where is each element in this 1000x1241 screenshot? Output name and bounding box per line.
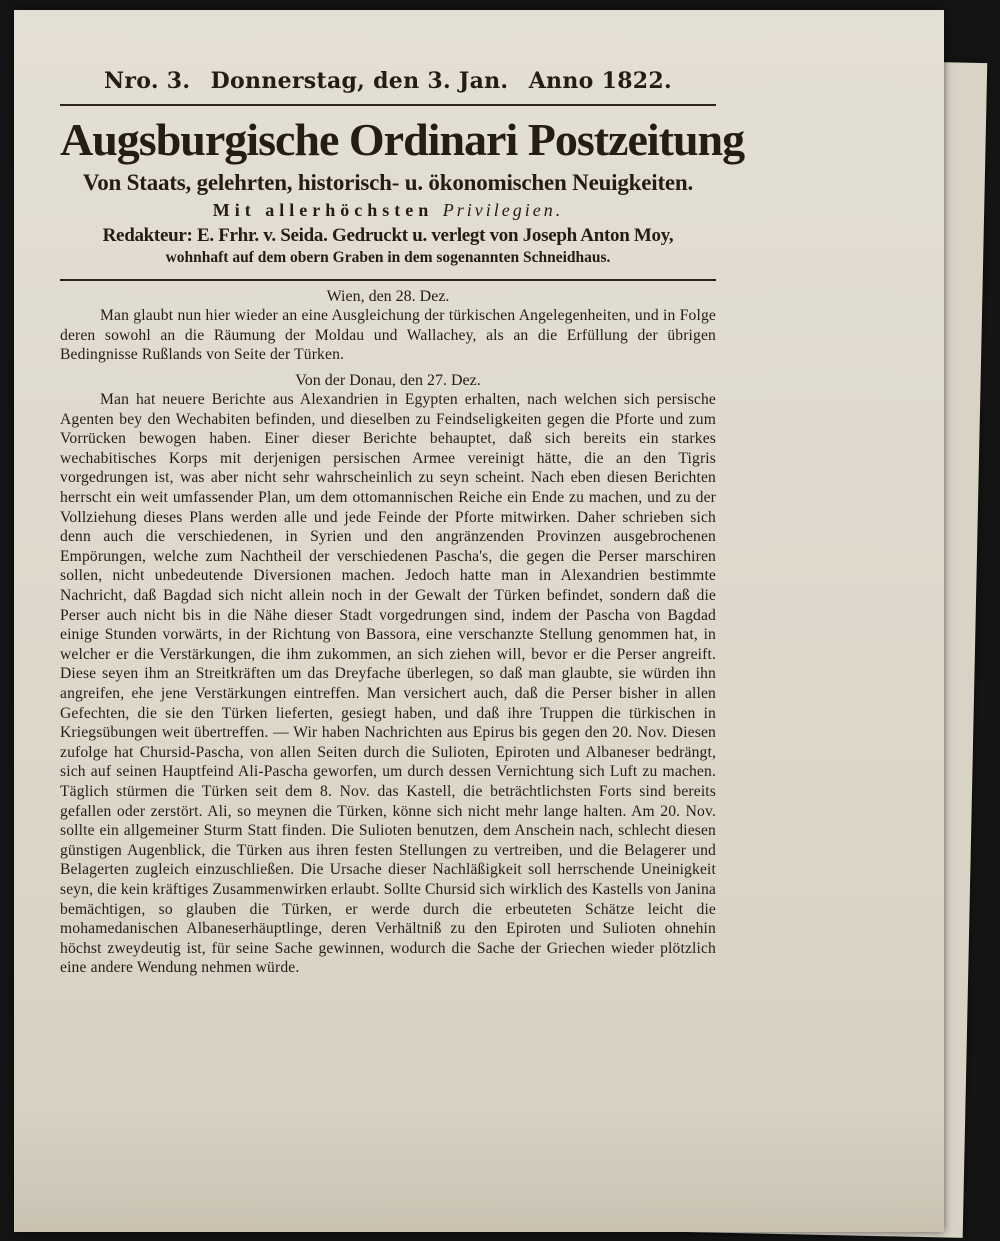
address-line: wohnhaft auf dem obern Graben in dem sogenannten Schneidhaus.: [165, 249, 611, 267]
issue-year: Anno 1822.: [528, 68, 672, 94]
newspaper-title: Augsburgische Ordinari Postzeitung: [60, 114, 745, 165]
article-dateline: Von der Donau, den 27. Dez.: [295, 372, 481, 390]
privileges-prefix: Mit allerhöchsten: [212, 200, 434, 221]
article-body: Man glaubt nun hier wieder an eine Ausgleichung der türkischen Angelegenheiten, und in Folge deren sowohl an die Räumung der Moldau und Wallachey, als an die Erfüllung der übrigen Bedingnisse Rußlands von Seite der Türken.: [60, 307, 716, 364]
issue-date: Donnerstag, den 3. Jan.: [210, 68, 509, 94]
privileges-line: [60, 200, 716, 221]
article-body: Man hat neuere Berichte aus Alexandrien in Egypten erhalten, nach welchen sich persische Agenten bey den Wechabiten befinden, und dieselben zu Feindseligkeiten gegen die Pforte und zum Vorrücken bewogen haben. Einer dieser Berichte behauptet, daß sich bereits ein starkes wechabitisches Korps mit derjenigen persischen Armee vereinigt hätte, die an den Tigris vorgedrungen ist, was aber nicht sehr wahrscheinlich zu seyn scheint. Nach eben diesen Berichten herrscht ein weit umfassender Plan, um dem ottomannischen Reiche ein Ende zu machen, und zu der Vollziehung dieses Plans werden alle und jede Feinde der Pforte mitwirken. Daher schrieben sich denn auch die verschiedenen, in Syrien und den angränzenden Provinzen ausgebrochenen Empörungen, welche zum Nachtheil der verschiedenen Pascha's, die gegen die Perser marschiren sollen, nicht unbedeutende Diversionen machen. Jedoch hatte man in Alexandrien bestimmte Nachricht, daß Bagdad sich nicht allein noch in der Gewalt der Türken befindet, sondern daß die Perser auch nicht bis in die Nähe dieser Stadt vorgedrungen sind, indem der Pascha von Bagdad einige Stunden vorwärts, in der Richtung von Bassora, eine verschanzte Stellung genommen hat, in welcher er die Verstärkungen, die ihm zukommen, an sich ziehen will, bevor er die Perser angreift. Diese seyen ihm an Streitkräften um das Dreyfache überlegen, so daß man glaubte, sie würden ihn angreifen, ehe jene Verstärkungen eintreffen. Man versichert auch, daß die Perser bisher in allen Gefechten, die sie den Türken lieferten, gesiegt haben, und daß ihre Truppen die türkischen in Kriegsübungen weit übertreffen. — Wir haben Nachrichten aus Epirus bis gegen den 20. Nov. Diesen zufolge hat Chursid-Pascha, von allen Seiten durch die Sulioten, Epiroten und Albaneser bedrängt, sich auf seinen Hauptfeind Ali-Pascha geworfen, um durch dessen Vernichtung sich Luft zu machen. Täglich stürmen die Türken seit dem 8. Nov. das Kastell, die beträchtlichsten Forts sind bereits gefallen oder zerstört. Ali, so meynen die Türken, könne sich nicht mehr lange halten. Am 20. Nov. sollte ein allgemeiner Sturm Statt finden. Die Sulioten benutzen, dem Anschein nach, schlecht diesen günstigen Augenblick, die Türken aus ihren festen Stellungen zu vertreiben, und die Belagerer und Belagerten zugleich einzuschließen. Die Ursache dieser Nachläßigkeit soll herrschende Uneinigkeit seyn, die kein kräftiges Zusammenwirken erlaubt. Sollte Chursid sich wirklich des Kastells von Janina bemächtigen, so glauben die Türken, er werde durch die erbeuteten Schätze leicht die mohamedanischen Albaneserhäuptlinge, deren Verhältniß zu den Epiroten und Sulioten ohnehin höchst zweydeutig ist, für seine Sache gewinnen, wodurch die Sache der Griechen wieder plötzlich eine andere Wendung nehmen würde.: [60, 391, 716, 977]
header-rule: [60, 104, 716, 106]
newspaper-subtitle: Von Staats, gelehrten, historisch- u. ökonomischen Neuigkeiten.: [82, 170, 694, 196]
newspaper-page: [60, 68, 745, 978]
privileges-suffix: Privilegien.: [442, 200, 564, 221]
masthead-rule: [60, 279, 716, 281]
editor-line: Redakteur: E. Frhr. v. Seida. Gedruckt u. verlegt von Joseph Anton Moy,: [102, 225, 674, 247]
issue-header: [60, 68, 716, 94]
issue-number: Nro. 3.: [104, 68, 191, 94]
article-dateline: Wien, den 28. Dez.: [326, 288, 450, 306]
